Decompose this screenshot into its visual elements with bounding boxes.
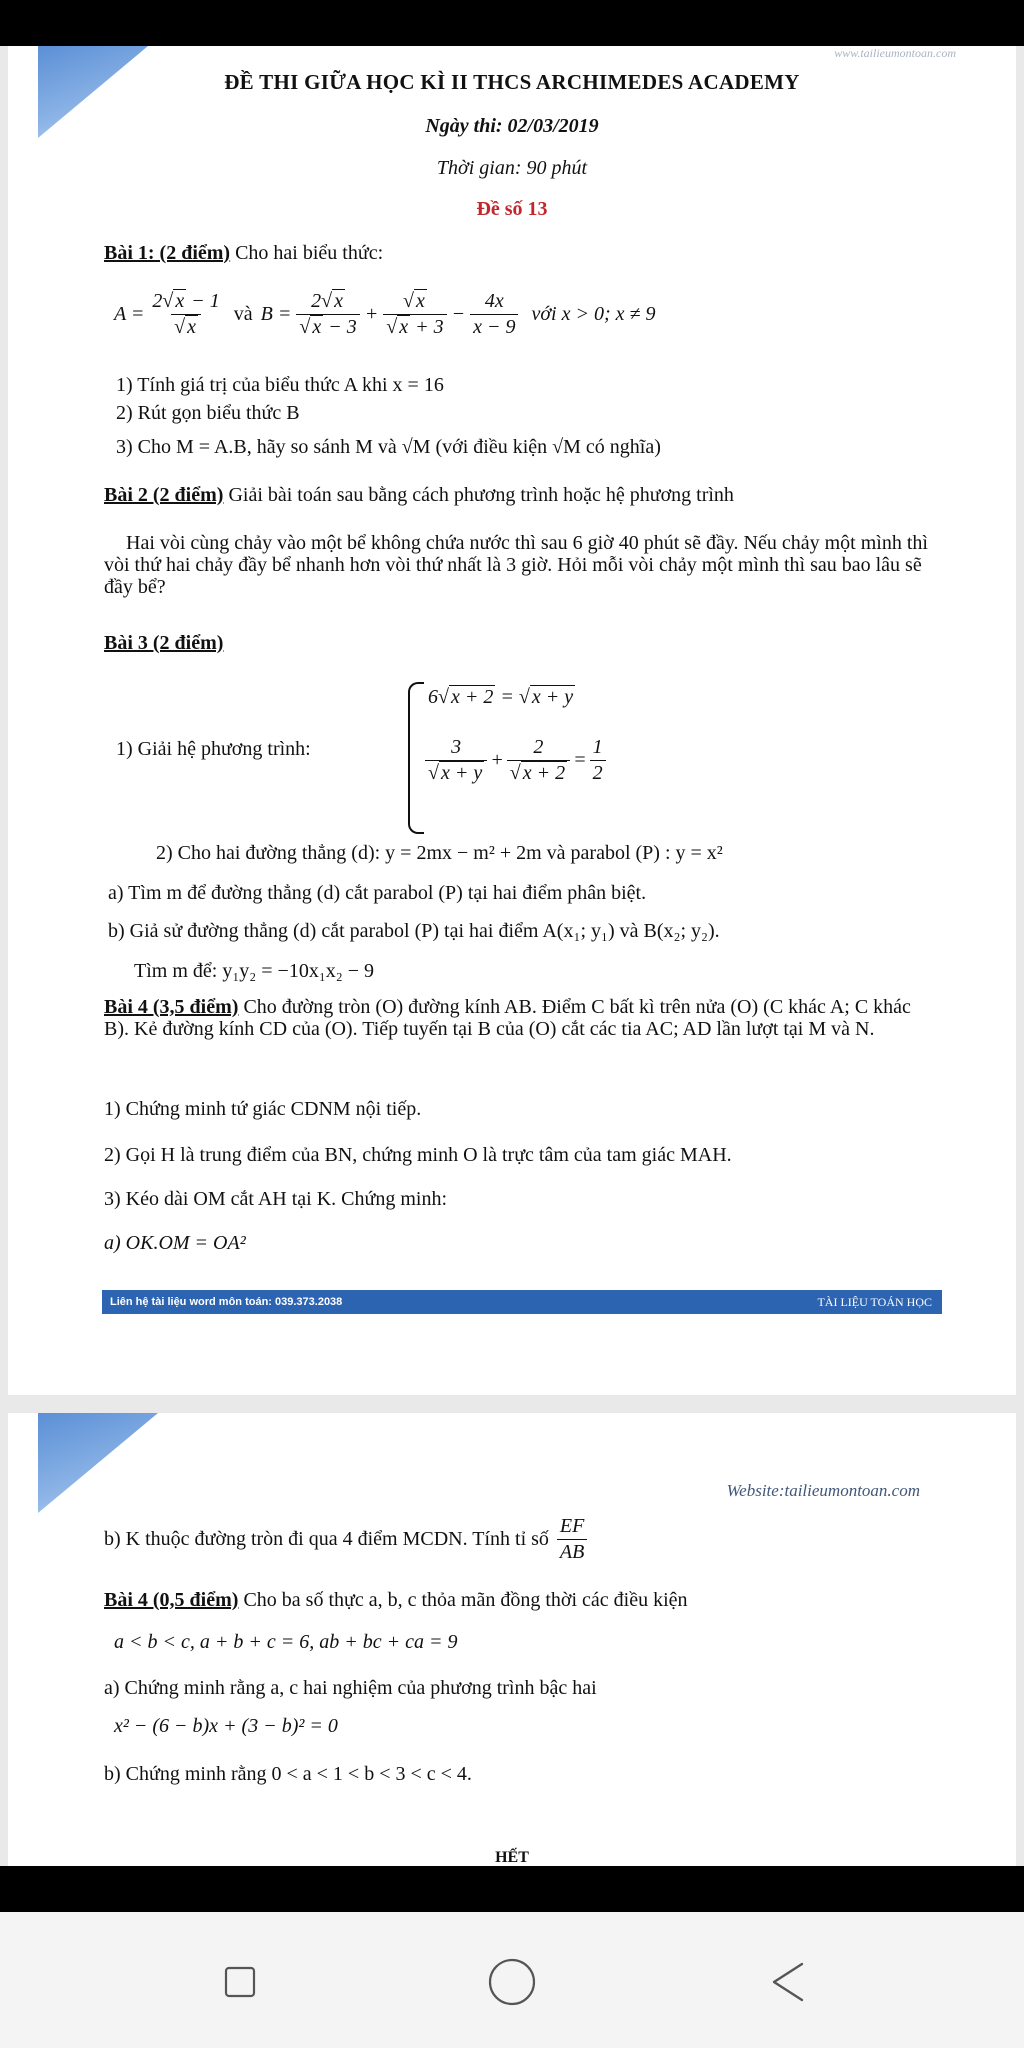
bai3-item-b: b) Giả sử đường thẳng (d) cắt parabol (P) tại hai điểm A(x₁; y₁) và B(x₂; y₂).	[108, 920, 720, 942]
bai1-item-2: 2) Rút gọn biểu thức B	[116, 402, 300, 424]
ratio-ef-ab: $\frac{EF}{AB}$	[557, 1515, 587, 1564]
recents-button[interactable]	[208, 1950, 272, 2014]
circle-icon	[486, 1956, 538, 2008]
bai4-item-1: 1) Chứng minh tứ giác CDNM nội tiếp.	[104, 1098, 422, 1120]
navigation-bar	[0, 1912, 1024, 2048]
bai1-expressions: A = $\frac{2√ x - 1}{√ x}$ và B = $\frac{2√ x}{√ x - 3}$ + $\frac{√ x}{√ x + 3}$ − $\frac{4x}{x - 9}$ với x > 0; x ≠ 9	[114, 290, 656, 338]
end-marker: HẾT	[495, 1849, 529, 1866]
system-eq-1: 6√ x + 2 = √ x + y	[428, 686, 574, 708]
fraction-b1: $\frac{2√ x}{√ x - 3}$	[296, 290, 359, 339]
bai3-item-1: 1) Giải hệ phương trình:	[116, 738, 311, 760]
bai3-item-2: 2) Cho hai đường thẳng (d): y = 2mx − m² + 2m và parabol (P) : y = x²	[156, 842, 723, 864]
watermark: www.tailieumontoan.com	[834, 46, 956, 60]
bai5-line	[104, 1589, 688, 1612]
bai1-heading: Bài 1: (2 điểm)	[104, 242, 231, 264]
expr-a-label: A =	[114, 303, 145, 325]
footer-contact: Liên hệ tài liệu word môn toán: 039.373.2038	[110, 1296, 343, 1308]
bai3-item-a: a) Tìm m để đường thẳng (d) cắt parabol (P) tại hai điểm phân biệt.	[108, 882, 647, 904]
bai4-item-3: 3) Kéo dài OM cắt AH tại K. Chứng minh:	[104, 1188, 448, 1210]
bai4-body: Cho đường tròn (O) đường kính AB. Điểm C bất kì trên nửa (O) (C khác A; C khác B). Kẻ đường kính CD của (O). Tiếp tuyến tại B của (O) cắt các tia AC; AD lần lượt tại M và N.	[104, 996, 911, 1040]
bai5-conditions: a < b < c, a + b + c = 6, ab + bc + ca = 9	[114, 1631, 458, 1653]
bai5-intro: Cho ba số thực a, b, c thỏa mãn đồng thời các điều kiện	[243, 1589, 688, 1611]
expr-b-label: B =	[260, 303, 292, 325]
bai1-intro: Cho hai biểu thức:	[235, 242, 384, 264]
bai4-item-2: 2) Gọi H là trung điểm của BN, chứng minh O là trực tâm của tam giác MAH.	[104, 1144, 732, 1166]
document-page-1	[8, 46, 1016, 1395]
bai5-item-b: b) Chứng minh rằng 0 < a < 1 < b < 3 < c < 4.	[104, 1763, 472, 1785]
bai5-item-a: a) Chứng minh rằng a, c hai nghiệm của phương trình bậc hai	[104, 1677, 597, 1699]
exam-duration: Thời gian: 90 phút	[436, 157, 588, 179]
exam-date: Ngày thi: 02/03/2019	[425, 115, 599, 137]
back-button[interactable]	[756, 1950, 820, 2014]
bai1-item-1: 1) Tính giá trị của biểu thức A khi x = 16	[116, 374, 444, 396]
bai3-find-m: Tìm m để: y₁y₂ = −10x₁x₂ − 9	[134, 960, 375, 982]
item-b-text: b) K thuộc đường tròn đi qua 4 điểm MCDN. Tính tỉ số	[104, 1528, 549, 1550]
page2-item-b	[104, 1515, 590, 1564]
bai3-heading: Bài 3 (2 điểm)	[104, 632, 224, 654]
bottom-black-bar	[0, 1866, 1024, 1912]
page-corner-decoration	[38, 1413, 158, 1513]
and-word: và	[233, 303, 253, 325]
fraction-b2: $\frac{√ x}{√ x + 3}$	[383, 290, 446, 339]
condition: với x > 0; x ≠ 9	[531, 303, 656, 325]
system-eq-2: $\frac{3}{√ x + y}$ + $\frac{2}{√ x + 2}$ = $\frac{1}{2}$	[422, 736, 609, 785]
bai5-equation: x² − (6 − b)x + (3 − b)² = 0	[114, 1715, 338, 1737]
status-bar	[0, 0, 1024, 46]
exam-title: ĐỀ THI GIỮA HỌC KÌ II THCS ARCHIMEDES ACADEMY	[224, 70, 800, 94]
page-footer	[102, 1290, 942, 1314]
document-page-2	[8, 1413, 1016, 1866]
bai4-heading: Bài 4 (3,5 điểm)	[104, 996, 239, 1018]
bai2-heading: Bài 2 (2 điểm)	[104, 484, 224, 506]
website-header: Website:tailieumontoan.com	[726, 1481, 920, 1500]
triangle-icon	[766, 1960, 810, 2004]
bai4-item-a: a) OK.OM = OA²	[104, 1232, 246, 1254]
bai4-paragraph	[104, 996, 934, 1040]
bai1-line	[104, 242, 383, 265]
bai1-item-3: 3) Cho M = A.B, hãy so sánh M và √M (với điều kiện √M có nghĩa)	[116, 436, 661, 458]
fraction-a: $\frac{2√ x - 1}{√ x}$	[152, 290, 220, 338]
bai2-intro: Giải bài toán sau bằng cách phương trình hoặc hệ phương trình	[228, 484, 734, 506]
home-button[interactable]	[480, 1950, 544, 2014]
fraction-b3: $\frac{4x}{x - 9}$	[470, 290, 518, 339]
bai5-heading: Bài 4 (0,5 điểm)	[104, 1589, 239, 1611]
bai2-line	[104, 484, 734, 507]
footer-brand: TÀI LIỆU TOÁN HỌC	[817, 1295, 932, 1309]
bai2-body: Hai vòi cùng chảy vào một bể không chứa nước thì sau 6 giờ 40 phút sẽ đầy. Nếu chảy một mình thì vòi thứ hai chảy đầy bể nhanh hơn vòi thứ nhất là 3 giờ. Hỏi mỗi vòi chảy một mình thì sau bao lâu sẽ đầy bể?	[104, 532, 928, 598]
exam-code: Đề số 13	[476, 198, 548, 220]
square-icon	[223, 1965, 257, 1999]
